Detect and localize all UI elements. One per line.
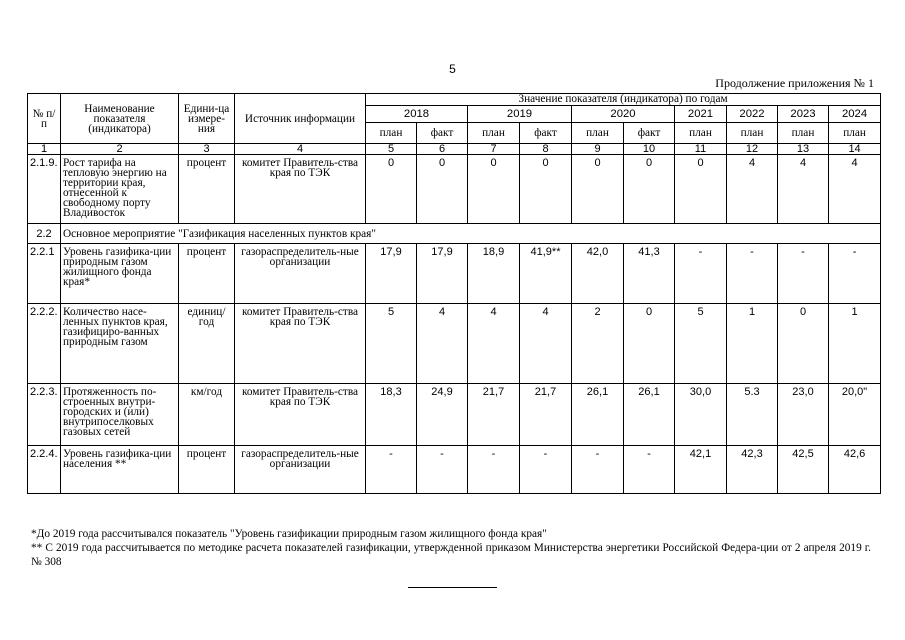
indicator-name: Количество насе-ленных пунктов края, газифициро-ванных природным газом (61, 304, 179, 384)
header-name: Наименование показателя (индикатора) (61, 94, 179, 144)
value-cell: 1 (829, 304, 881, 384)
value-cell: 42,3 (727, 446, 778, 494)
value-cell: 21,7 (468, 384, 520, 446)
row-number: 2.2.2. (28, 304, 61, 384)
column-number: 14 (829, 144, 881, 155)
header-plan: план (366, 123, 417, 144)
table-row (28, 244, 881, 304)
value-cell: 42,6 (829, 446, 881, 494)
column-number: 10 (624, 144, 675, 155)
header-fact: факт (624, 123, 675, 144)
header-year-2019: 2019 (468, 106, 572, 123)
footnote-1: *До 2019 года рассчитывался показатель "Уровень газификации природным газом жилищного фонда края" (31, 528, 547, 540)
value-cell: 0 (624, 304, 675, 384)
value-cell: 0 (468, 155, 520, 224)
column-number: 2 (61, 144, 179, 155)
source: комитет Правитель-ства края по ТЭК (235, 384, 366, 446)
value-cell: 5 (366, 304, 417, 384)
row-number: 2.2.4. (28, 446, 61, 494)
value-cell: 30,0 (675, 384, 727, 446)
value-cell: 0 (778, 304, 829, 384)
value-cell: 42,1 (675, 446, 727, 494)
source: комитет Правитель-ства края по ТЭК (235, 155, 366, 224)
value-cell: 2 (572, 304, 624, 384)
header-num: № п/п (28, 94, 61, 144)
value-cell: 26,1 (572, 384, 624, 446)
header-year-2018: 2018 (366, 106, 468, 123)
value-cell: 4 (727, 155, 778, 224)
value-cell: 0 (366, 155, 417, 224)
value-cell: 18,3 (366, 384, 417, 446)
unit: км/год (179, 384, 235, 446)
value-cell: - (829, 244, 881, 304)
value-cell: 0 (520, 155, 572, 224)
value-cell: - (572, 446, 624, 494)
header-plan: план (675, 123, 727, 144)
row-number: 2.2.1 (28, 244, 61, 304)
column-number: 1 (28, 144, 61, 155)
value-cell: 5 (675, 304, 727, 384)
column-number: 9 (572, 144, 624, 155)
row-number: 2.1.9. (28, 155, 61, 224)
header-plan: план (572, 123, 624, 144)
column-number: 8 (520, 144, 572, 155)
value-cell: - (778, 244, 829, 304)
header-year-2023: 2023 (778, 106, 829, 123)
value-cell: 4 (417, 304, 468, 384)
table-row (28, 155, 881, 224)
value-cell: 41,3 (624, 244, 675, 304)
indicator-name: Протяженность по-строенных внутри-городских и (или) внутрипоселковых газовых сетей (61, 384, 179, 446)
value-cell: 21,7 (520, 384, 572, 446)
header-year-2020: 2020 (572, 106, 675, 123)
source: газораспределитель-ные организации (235, 244, 366, 304)
header-year-2022: 2022 (727, 106, 778, 123)
table-row (28, 304, 881, 384)
source: газораспределитель-ные организации (235, 446, 366, 494)
value-cell: 5.3 (727, 384, 778, 446)
indicator-name: Рост тарифа на тепловую энергию на территории края, отнесенной к свободному порту Владивосток (61, 155, 179, 224)
value-cell: - (520, 446, 572, 494)
column-number: 11 (675, 144, 727, 155)
column-number: 12 (727, 144, 778, 155)
value-cell: 20,0" (829, 384, 881, 446)
value-cell: 4 (829, 155, 881, 224)
value-cell: 24,9 (417, 384, 468, 446)
value-cell: - (468, 446, 520, 494)
value-cell: - (366, 446, 417, 494)
source: комитет Правитель-ства края по ТЭК (235, 304, 366, 384)
table-row (28, 446, 881, 494)
column-number: 3 (179, 144, 235, 155)
header-values-by-year: Значение показателя (индикатора) по годам (366, 94, 881, 106)
column-number: 6 (417, 144, 468, 155)
unit: процент (179, 244, 235, 304)
header-plan: план (778, 123, 829, 144)
value-cell: 17,9 (417, 244, 468, 304)
value-cell: 0 (572, 155, 624, 224)
indicators-table (27, 93, 881, 494)
row-number: 2.2 (28, 224, 61, 244)
value-cell: 1 (727, 304, 778, 384)
value-cell: 42,0 (572, 244, 624, 304)
header-fact: факт (417, 123, 468, 144)
section-title: Основное мероприятие "Газификация населенных пунктов края" (61, 224, 881, 244)
signature-line (408, 587, 497, 588)
header-unit: Едини-ца измере-ния (179, 94, 235, 144)
unit: процент (179, 446, 235, 494)
value-cell: 17,9 (366, 244, 417, 304)
column-number: 13 (778, 144, 829, 155)
table-row (28, 384, 881, 446)
header-year-2021: 2021 (675, 106, 727, 123)
value-cell: - (727, 244, 778, 304)
header-year-2024: 2024 (829, 106, 881, 123)
column-number: 7 (468, 144, 520, 155)
page-number: 5 (449, 62, 456, 76)
value-cell: 18,9 (468, 244, 520, 304)
header-plan: план (727, 123, 778, 144)
row-number: 2.2.3. (28, 384, 61, 446)
value-cell: 41,9** (520, 244, 572, 304)
continuation-label: Продолжение приложения № 1 (715, 76, 874, 90)
value-cell: 4 (520, 304, 572, 384)
indicator-name: Уровень газифика-ции природным газом жилищного фонда края* (61, 244, 179, 304)
value-cell: 0 (624, 155, 675, 224)
header-plan: план (468, 123, 520, 144)
column-number: 4 (235, 144, 366, 155)
section-row (28, 224, 881, 244)
value-cell: 0 (675, 155, 727, 224)
value-cell: 4 (778, 155, 829, 224)
footnote-2: ** С 2019 года рассчитывается по методике расчета показателей газификации, утвержденной приказом Министерства энергетики Российской Федера-ции от 2 апреля 2019 г. № 308 (31, 542, 871, 568)
value-cell: - (624, 446, 675, 494)
value-cell: - (417, 446, 468, 494)
header-source: Источник информации (235, 94, 366, 144)
value-cell: 26,1 (624, 384, 675, 446)
value-cell: 0 (417, 155, 468, 224)
value-cell: 4 (468, 304, 520, 384)
header-fact: факт (520, 123, 572, 144)
header-plan: план (829, 123, 881, 144)
unit: единиц/ год (179, 304, 235, 384)
footnotes (31, 527, 871, 569)
indicator-name: Уровень газифика-ции населения ** (61, 446, 179, 494)
value-cell: - (675, 244, 727, 304)
unit: процент (179, 155, 235, 224)
value-cell: 42,5 (778, 446, 829, 494)
column-number: 5 (366, 144, 417, 155)
value-cell: 23,0 (778, 384, 829, 446)
